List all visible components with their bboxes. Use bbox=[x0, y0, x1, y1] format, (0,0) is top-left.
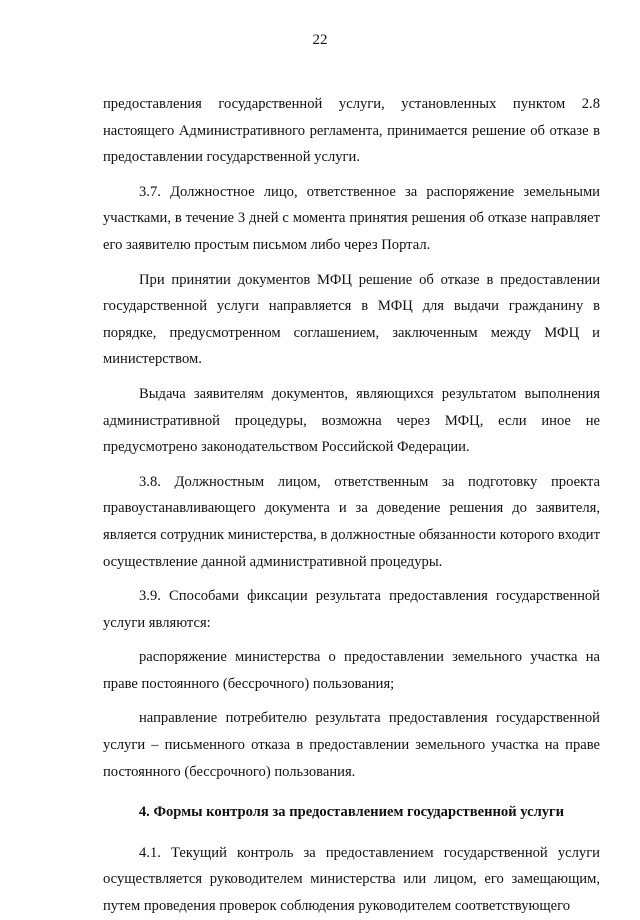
paragraph-3-9: 3.9. Способами фиксации результата предоставления государственной услуги являются: bbox=[103, 588, 600, 631]
paragraph-3-8: 3.8. Должностным лицом, ответственным за подготовку проекта правоустанавливающего документа и за доведение решения до заявителя, является сотрудник министерства, в должностные обязанности которого входит осуществление данной административной процедуры. bbox=[103, 473, 600, 570]
paragraph-4-1: 4.1. Текущий контроль за предоставлением государственной услуги осуществляется руководителем министерства или лицом, его замещающим, путем проведения проверок соблюдения руководителем соответствующего bbox=[103, 844, 600, 915]
paragraph-3-7: 3.7. Должностное лицо, ответственное за распоряжение земельными участками, в течение 3 дней с момента принятия решения об отказе направляет его заявителю простым письмом либо через Портал. bbox=[103, 183, 600, 253]
document-body bbox=[103, 91, 600, 920]
paragraph-mfc-refusal: При принятии документов МФЦ решение об отказе в предоставлении государственной услуги направляется в МФЦ для выдачи гражданину в порядке, предусмотренном соглашением, заключенным между МФЦ и министерством. bbox=[103, 271, 600, 368]
section-heading: 4. Формы контроля за предоставлением государственной услуги bbox=[138, 804, 565, 821]
paragraph-3-9-item-1: распоряжение министерства о предоставлении земельного участка на праве постоянного (бессрочного) пользования; bbox=[103, 649, 600, 692]
paragraph-continuation: предоставления государственной услуги, установленных пунктом 2.8 настоящего Административного регламента, принимается решение об отказе в предоставлении государственной услуги. bbox=[103, 96, 600, 166]
paragraph-3-9-item-2: направление потребителю результата предоставления государственной услуги – письменного отказа в предоставлении земельного участка на праве постоянного (бессрочного) пользования. bbox=[103, 710, 600, 780]
page-number: 22 bbox=[312, 32, 328, 48]
paragraph-document-issuance: Выдача заявителям документов, являющихся результатом выполнения административной процедуры, возможна через МФЦ, если иное не предусмотрено законодательством Российской Федерации. bbox=[103, 385, 600, 456]
